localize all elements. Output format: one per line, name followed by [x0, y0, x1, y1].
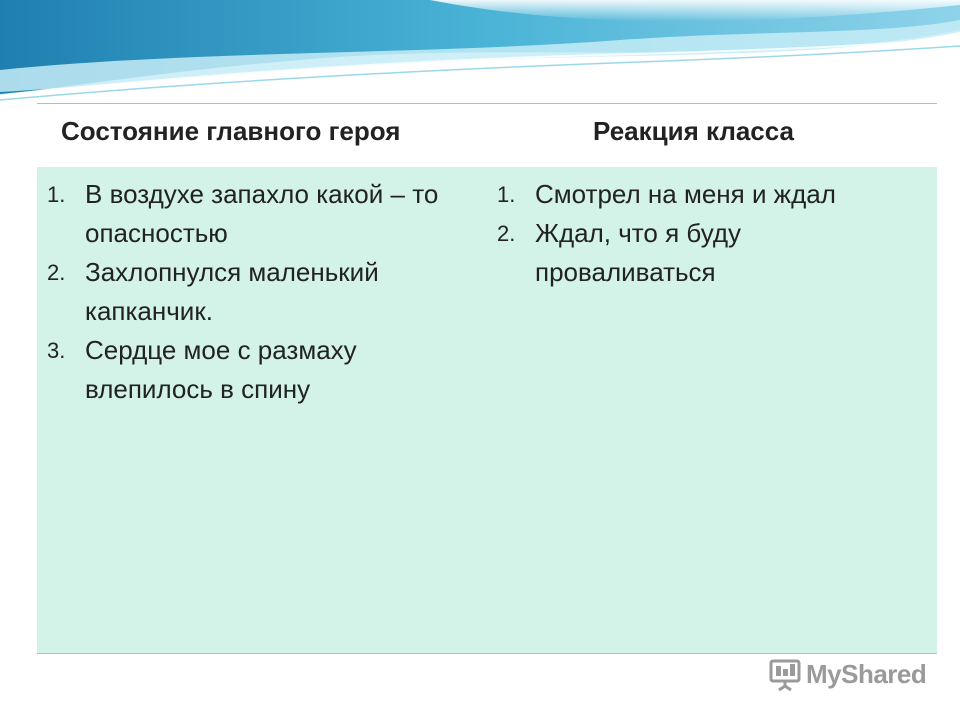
list-item: 2. Ждал, что я буду проваливаться — [497, 218, 742, 287]
column-header-hero-state: Состояние главного героя — [61, 116, 401, 146]
presentation-icon — [768, 658, 802, 692]
list-item: 3. Сердце мое с размаху влепилось в спину — [47, 335, 357, 404]
table-body-row — [37, 167, 937, 654]
list-item: 1. Смотрел на меня и ждал — [497, 179, 836, 209]
column-header-class-reaction: Реакция класса — [593, 116, 794, 146]
list-item: 2. Захлопнулся маленький капканчик. — [47, 257, 379, 326]
list-item: 1. В воздухе запахло какой – то опасностью — [47, 179, 439, 248]
table-header-row — [37, 103, 937, 168]
watermark-text: MyShared — [806, 659, 927, 689]
wave-decoration — [0, 0, 960, 110]
myshared-watermark — [768, 656, 938, 694]
hero-state-list — [47, 175, 467, 409]
comparison-table — [37, 103, 937, 653]
class-reaction-list — [497, 175, 917, 292]
